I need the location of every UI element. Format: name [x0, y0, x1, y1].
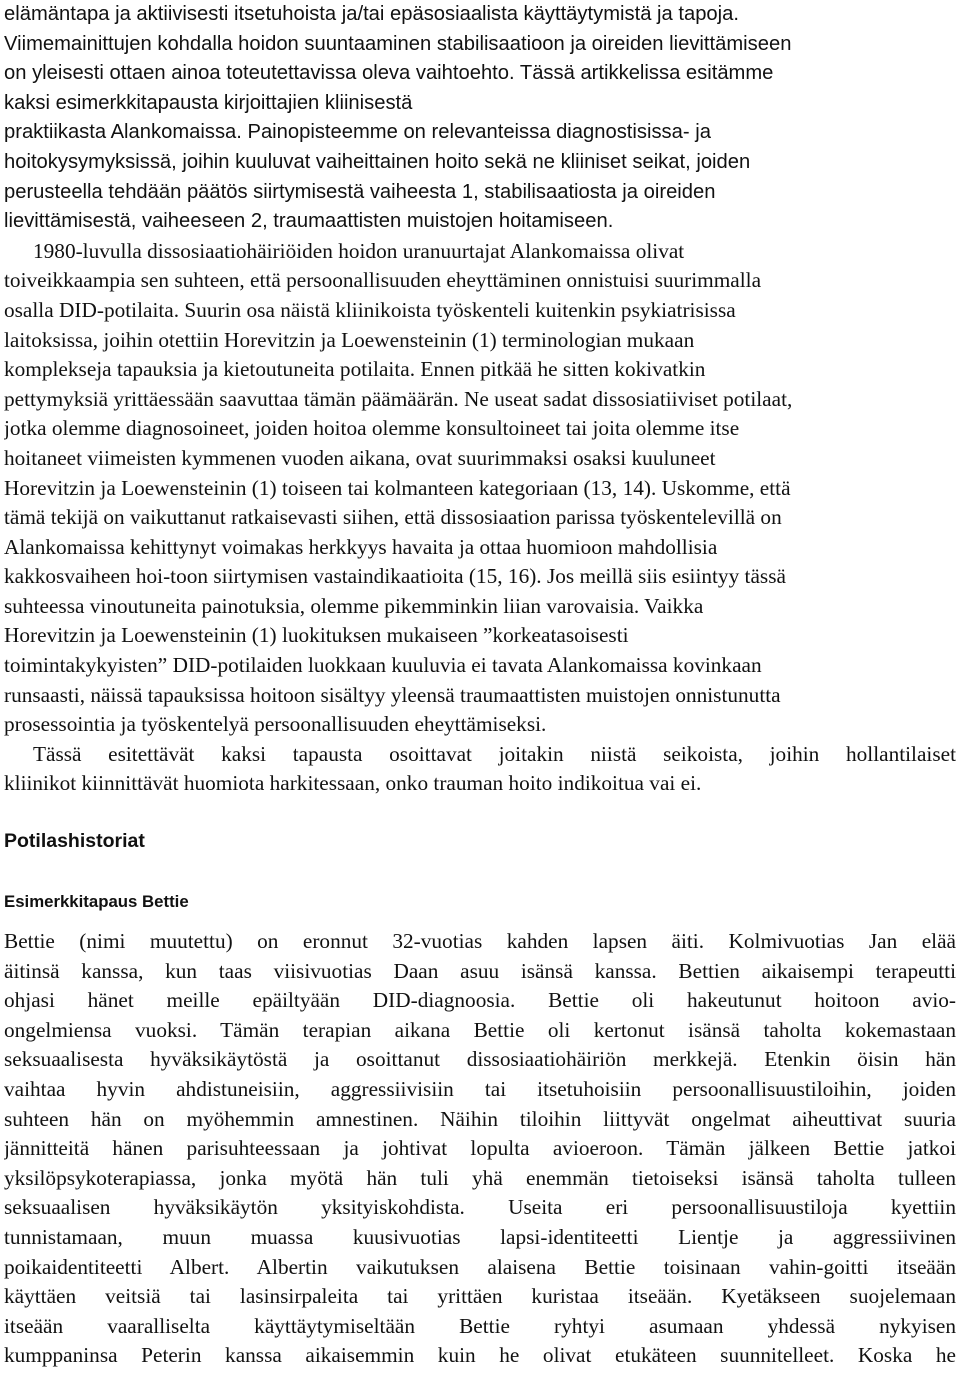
text-line: jännitteitä hänen parisuhteessaan ja johtivat lopulta avioeroon. Tämän jälkeen Bettie jatkoi	[4, 1136, 956, 1161]
text-line: seksuaalisesta hyväksikäytöstä ja osoittanut dissosiaatiohäiriön merkkejä. Etenkin öisin hän	[4, 1047, 956, 1072]
text-line: Viimemainittujen kohdalla hoidon suuntaaminen stabilisaatioon ja oireiden lievittämiseen	[4, 32, 792, 55]
paragraph-cases	[4, 740, 956, 799]
text-line: Horevitzin ja Loewensteinin (1) toiseen tai kolmanteen kategoriaan (13, 14). Uskomme, että	[4, 475, 791, 500]
text-line: poikaidentiteetti Albert. Albertin vaikutuksen alaisena Bettie toisinaan vahin-goitti itseään	[4, 1254, 956, 1279]
text-line: kakkosvaiheen hoi-toon siirtymisen vastaindikaatioita (15, 16). Jos meillä siis esiintyy tässä	[4, 564, 786, 589]
text-line: Tässä esitettävät kaksi tapausta osoittavat joitakin niistä seikoista, joihin hollantilaiset	[33, 741, 956, 766]
text-line: äitinsä kanssa, kun taas viisivuotias Daan asuu isänsä kanssa. Bettien aikaisempi terapeutti	[4, 958, 956, 983]
text-line: 1980-luvulla dissosiaatiohäiriöiden hoidon uranuurtajat Alankomaissa olivat	[33, 238, 685, 263]
text-line: ohjasi hänet meille epäiltyään DID-diagnoosia. Bettie oli hakeutunut hoitoon avio-	[4, 988, 956, 1013]
text-line: Bettie (nimi muutettu) on eronnut 32-vuotias kahden lapsen äiti. Kolmivuotias Jan elää	[4, 929, 956, 953]
intro-paragraph	[4, 0, 956, 237]
text-line: Horevitzin ja Loewensteinin (1) luokituksen mukaiseen ”korkeatasoisesti	[4, 623, 629, 648]
text-line: perusteella tehdään päätös siirtymisestä vaiheesta 1, stabilisaatiosta ja oireiden	[4, 180, 716, 203]
paragraph-bettie	[4, 927, 956, 1371]
text-line: laitoksissa, joihin otettiin Horevitzin ja Loewensteinin (1) terminologian mukaan	[4, 327, 695, 352]
text-line: kaksi esimerkkitapausta kirjoittajien kliinisestä	[4, 91, 413, 114]
text-line: käyttäen veitsiä tai lasinsirpaleita tai yrittäen kuristaa itseään. Kyetäkseen suojelemaan	[4, 1284, 956, 1309]
text-line: Alankomaissa kehittynyt voimakas herkkyys havaita ja ottaa huomioon mahdollisia	[4, 534, 718, 559]
text-line: seksuaalisen hyväksikäytön yksityiskohdista. Useita eri persoonallisuustiloja kyettiin	[4, 1195, 956, 1220]
text-line: hoitaneet viimeisten kymmenen vuoden aikana, ovat suurimmaksi osaksi kuuluneet	[4, 445, 716, 470]
text-line: komplekseja tapauksia ja kietoutuneita potilaita. Ennen pitkää he sitten kokivatkin	[4, 357, 706, 382]
text-line: tämä tekijä on vaikuttanut ratkaisevasti siihen, että dissosiaation parissa työskentelevillä on	[4, 505, 782, 530]
text-line: yksilöpsykoterapiassa, jonka myötä hän tuli yhä enemmän tietoiseksi isänsä taholta tulleen	[4, 1165, 956, 1190]
text-line: praktiikasta Alankomaissa. Painopisteemme on relevanteissa diagnostisissa- ja	[4, 121, 711, 144]
text-line: hoitokysymyksissä, joihin kuuluvat vaiheittainen hoito sekä ne kliiniset seikat, joiden	[4, 150, 751, 173]
subsection-heading-case: Esimerkkitapaus Bettie	[4, 892, 189, 911]
text-line: lievittämisestä, vaiheeseen 2, traumaattisten muistojen hoitamiseen.	[4, 210, 614, 233]
text-line: runsaasti, näissä tapauksissa hoitoon sisältyy yleensä traumaattisten muistojen onnistunutta	[4, 682, 781, 707]
text-line: itseään vaaralliselta käyttäytymiseltään Bettie ryhtyi asumaan yhdessä nykyisen	[4, 1313, 956, 1338]
text-line: pettymyksiä yrittäessään saavuttaa tämän päämäärän. Ne useat sadat dissosiatiiviset potilaat,	[4, 386, 793, 411]
text-line: ongelmiensa vuoksi. Tämän terapian aikana Bettie oli kertonut isänsä taholta kokemastaan	[4, 1017, 956, 1042]
text-line: elämäntapa ja aktiivisesti itsetuhoista ja/tai epäsosiaalista käyttäytymistä ja tapoja.	[4, 3, 739, 25]
text-line: kliinikot kiinnittävät huomiota harkitessaan, onko trauman hoito indikoitua vai ei.	[4, 771, 702, 796]
text-line: suhteen hän on myöhemmin amnestinen. Näihin tiloihin liittyvät ongelmat aiheuttivat suuria	[4, 1106, 956, 1131]
text-line: prosessointia ja työskentelyä persoonallisuuden eheyttämiseksi.	[4, 712, 547, 737]
text-line: tunnistamaan, muun muassa kuusivuotias lapsi-identiteetti Lientje ja aggressiivinen	[4, 1224, 956, 1249]
text-line: on yleisesti ottaen ainoa toteutettavissa oleva vaihtoehto. Tässä artikkelissa esitämme	[4, 62, 774, 85]
text-line: vaihtaa hyvin ahdistuneisiin, aggressiivisiin tai itsetuhoisiin persoonallisuustiloihin, joiden	[4, 1076, 956, 1101]
body-text-upper	[4, 0, 956, 799]
text-line: suhteessa vinoutuneita painotuksia, olemme pikemminkin liian varovaisia. Vaikka	[4, 593, 704, 618]
text-line: jotka olemme diagnosoineet, joiden hoitoa olemme konsultoineet tai joita olemme itse	[4, 416, 740, 441]
section-heading-history: Potilashistoriat	[4, 830, 145, 852]
text-line: toiveikkaampia sen suhteen, että persoonallisuuden eheyttäminen onnistuisi suurimmalla	[4, 268, 762, 293]
text-line: kumppaninsa Peterin kanssa aikaisemmin kuin he olivat etukäteen suunnitelleet. Koska he	[4, 1343, 956, 1368]
paragraph-1980	[4, 237, 956, 740]
text-line: osalla DID-potilaita. Suurin osa näistä kliinikoista työskenteli kuitenkin psykiatrisissa	[4, 297, 736, 322]
text-line: toimintakykyisten” DID-potilaiden luokkaan kuuluvia ei tavata Alankomaissa kovinkaan	[4, 653, 762, 678]
